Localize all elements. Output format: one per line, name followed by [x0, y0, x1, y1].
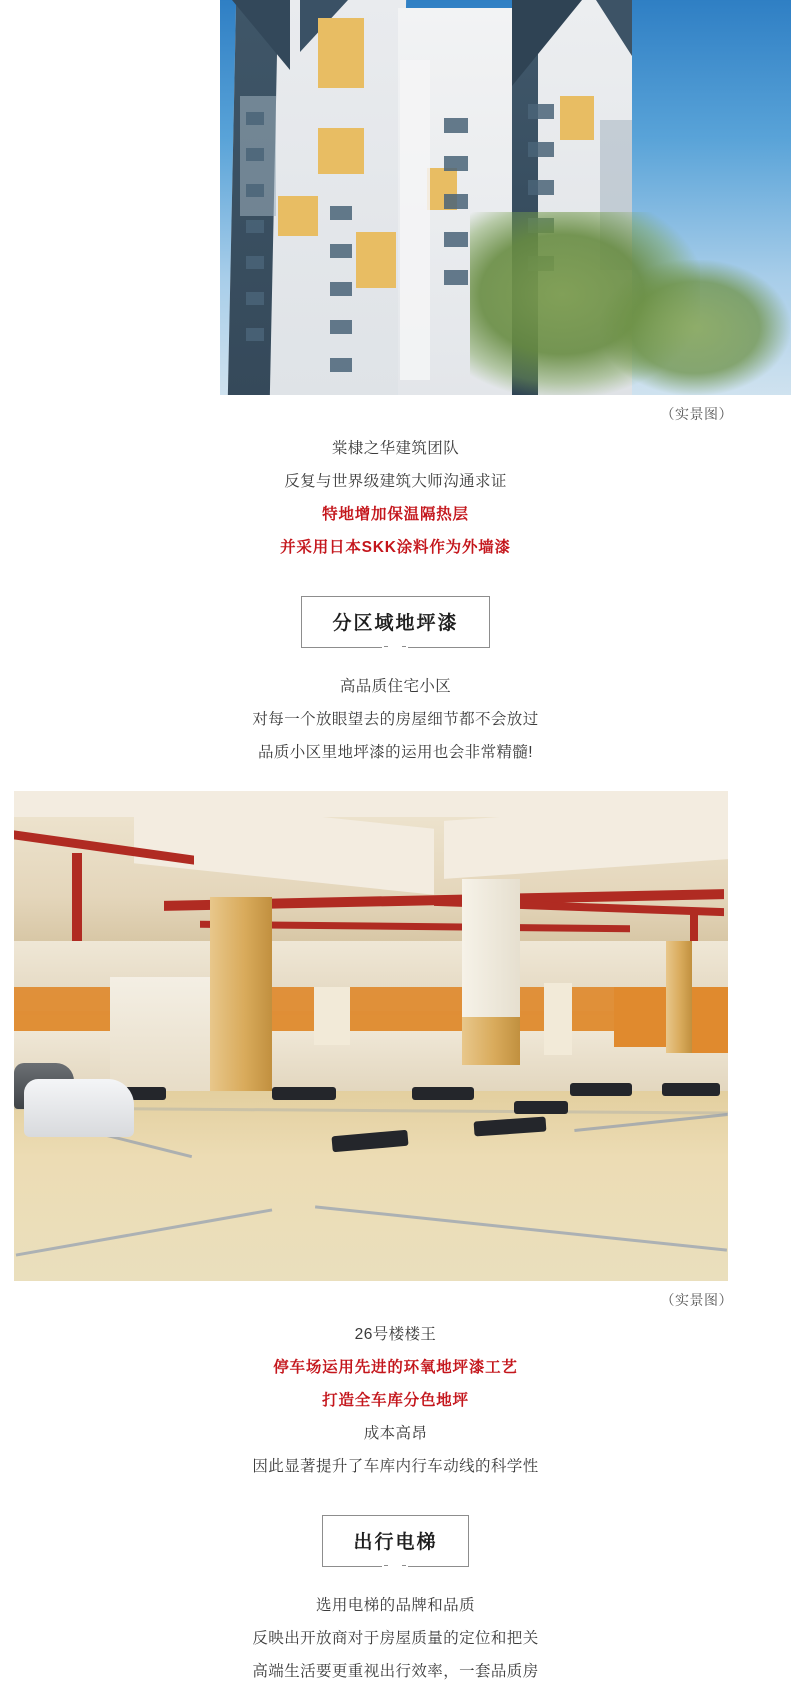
- roof-facet-d: [596, 0, 632, 56]
- heading-notch: [384, 1563, 406, 1570]
- section-heading-floor-paint: [0, 570, 791, 666]
- text-line: 棠棣之华建筑团队: [331, 440, 460, 457]
- window: [246, 112, 264, 125]
- wheel-stopper: [662, 1083, 720, 1096]
- section-heading-elevator: [0, 1489, 791, 1585]
- text-line-highlight: 打造全车库分色地坪: [322, 1392, 469, 1409]
- garage-caption: （实景图）: [660, 1292, 733, 1308]
- window: [246, 220, 264, 233]
- text-block-facade: [0, 428, 791, 570]
- facade-accent: [356, 232, 396, 288]
- garage-photo: [0, 791, 791, 1281]
- text-line: 品质小区里地坪漆的运用也会非常精髓!: [257, 744, 533, 761]
- facade-accent: [318, 128, 364, 174]
- window: [246, 256, 264, 269]
- window: [330, 206, 352, 220]
- window: [444, 118, 468, 133]
- text-line: 成本高昂: [363, 1425, 428, 1442]
- window: [246, 148, 264, 161]
- parked-car: [24, 1079, 134, 1137]
- garage-wall-panel: [544, 983, 572, 1055]
- text-line: 26号楼楼王: [354, 1326, 437, 1343]
- text-line-highlight: 并采用日本SKK涂料作为外墙漆: [280, 539, 511, 556]
- roof-facet-a: [232, 0, 290, 70]
- garage-wall-stripe: [686, 987, 728, 1053]
- text-line: 因此显著提升了车库内行车动线的科学性: [252, 1458, 539, 1475]
- text-line: 反复与世界级建筑大师沟通求证: [284, 473, 507, 490]
- window: [444, 232, 468, 247]
- text-line-highlight: 特地增加保温隔热层: [322, 506, 469, 523]
- window: [444, 270, 468, 285]
- wheel-stopper: [514, 1101, 568, 1114]
- facade-panel: [400, 60, 430, 380]
- text-block-garage: [0, 1314, 791, 1489]
- window: [246, 184, 264, 197]
- window: [246, 292, 264, 305]
- wheel-stopper: [570, 1083, 632, 1096]
- hero-caption: （实景图）: [660, 406, 733, 422]
- garage-wall-panel: [314, 987, 350, 1045]
- wheel-stopper: [412, 1087, 474, 1100]
- window: [330, 358, 352, 372]
- text-block-elevator: [0, 1585, 791, 1694]
- text-line: 高品质住宅小区: [339, 678, 452, 695]
- garage-column: [666, 941, 692, 1053]
- photo-left-margin: [0, 0, 220, 395]
- text-line-highlight: 停车场运用先进的环氧地坪漆工艺: [273, 1359, 518, 1376]
- window: [246, 328, 264, 341]
- tree-foliage: [600, 260, 790, 395]
- window: [330, 320, 352, 334]
- roof-facet-c: [512, 0, 582, 86]
- facade-accent: [560, 96, 594, 140]
- window: [330, 282, 352, 296]
- facade-accent: [318, 18, 364, 88]
- text-line: 选用电梯的品牌和品质: [315, 1597, 475, 1614]
- heading-box: [322, 1515, 468, 1567]
- heading-box: [301, 596, 489, 648]
- window: [444, 194, 468, 209]
- heading-label: 出行电梯: [353, 1532, 438, 1553]
- garage-column: [210, 897, 272, 1103]
- heading-label: 分区域地坪漆: [332, 613, 459, 634]
- text-block-quality: [0, 666, 791, 775]
- garage-column-base: [462, 1017, 520, 1065]
- window: [528, 180, 554, 195]
- hero-building-photo: [0, 0, 791, 395]
- window: [528, 104, 554, 119]
- page-bottom-edge: [0, 1694, 791, 1704]
- text-line: 对每一个放眼望去的房屋细节都不会放过: [252, 711, 539, 728]
- garage-photo-inner: [14, 791, 728, 1281]
- wheel-stopper: [272, 1087, 336, 1100]
- text-line: 高端生活要更重视出行效率，一套品质房: [252, 1663, 539, 1680]
- facade-accent: [278, 196, 318, 236]
- text-line: 反映出开放商对于房屋质量的定位和把关: [252, 1630, 539, 1647]
- window: [330, 244, 352, 258]
- heading-notch: [384, 644, 406, 651]
- window: [444, 156, 468, 171]
- window: [528, 142, 554, 157]
